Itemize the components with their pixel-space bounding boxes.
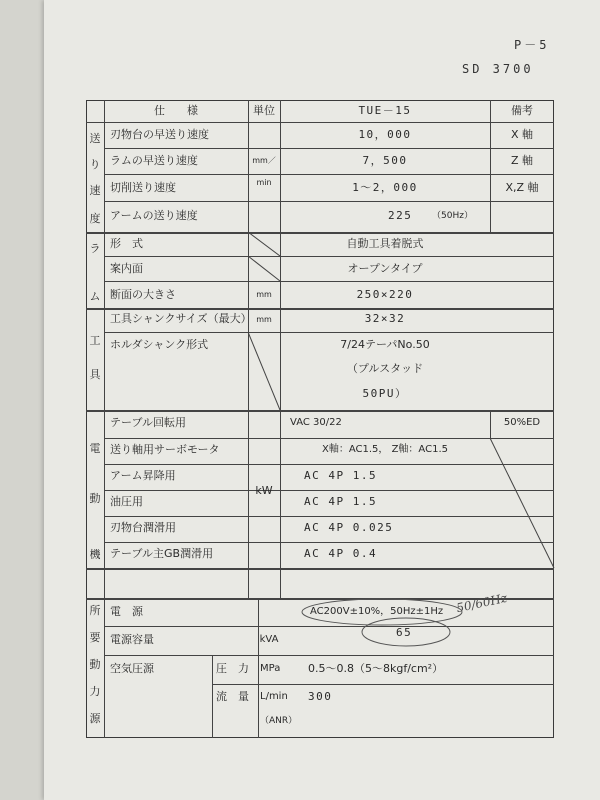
motor-row-value: AC 4P 0.4 [304,547,378,560]
air-flow-unit-note: （ANR） [260,716,298,726]
tool-row-unit: mm [256,315,272,324]
tool-row-value: 32×32 [364,312,406,325]
grid-line [86,308,554,310]
ram-row-value: 自動工具着脱式 [346,237,424,250]
group-label-char: 機 [89,548,101,561]
tool-row-value-line: 50PU） [362,387,408,400]
not-applicable-strike [248,332,280,410]
ram-row-label: 断面の大きさ [110,288,176,301]
feed-row-value: 1～2，000 [352,181,418,194]
grid-line [104,281,554,282]
power-capacity-label: 電源容量 [110,633,154,646]
group-label-char: 動 [89,658,101,671]
air-source-label: 空気圧源 [110,662,154,675]
tool-row-value-line: （プルスタッド [346,362,424,375]
page-number: P－5 [514,38,550,52]
unit-column-header: 単位 [253,104,275,117]
air-pressure-label: 圧 力 [216,662,249,675]
grid-line [104,490,554,491]
motor-row-label: テーブル回転用 [110,416,187,429]
motor-row-label: 送り軸用サーボモータ [110,443,220,456]
group-label-char: り [89,158,101,171]
air-flow-value: 300 [308,690,333,703]
feed-row-value: 7，500 [362,154,408,167]
ram-row-label: 形 式 [110,237,143,250]
feed-row-label: 切削送り速度 [110,181,176,194]
feed-row-remark: Z 軸 [510,154,534,167]
feed-row-value-note: （50Hz） [432,211,473,221]
motor-row-label: 刃物台潤滑用 [110,521,176,534]
power-capacity-unit: kVA [259,634,279,645]
feed-row-remark: X,Z 軸 [505,181,539,194]
power-capacity-value: 65 [396,626,413,639]
ram-row-label: 案内面 [110,262,143,275]
feed-row-label: アームの送り速度 [110,209,198,222]
air-flow-label: 流 量 [216,690,249,703]
grid-line [86,568,554,570]
remarks-column-header: 備考 [511,104,533,117]
grid-line [258,598,259,738]
motor-row-value: AC 4P 1.5 [304,469,378,482]
motor-row-label: アーム昇降用 [110,469,176,482]
ram-row-unit: mm [256,290,272,299]
spec-table [86,100,554,738]
motor-row-value: X軸：AC1.5， Z軸：AC1.5 [322,444,448,455]
ram-row-value: オープンタイプ [347,262,423,275]
feed-row-value: 225 [388,209,413,222]
document-code: SD 3700 [462,62,534,76]
motor-row-label: 油圧用 [110,495,143,508]
group-label-char: 要 [89,631,101,644]
feed-unit-top: mm／ [252,156,276,165]
group-label-char: 具 [89,368,101,381]
grid-line [104,201,554,202]
motor-unit: kW [255,484,273,497]
motor-row-remark: 50%ED [503,417,541,428]
grid-line [86,410,554,412]
grid-line [86,232,554,234]
grid-line [86,122,554,123]
group-label-char: 動 [89,492,101,505]
feed-unit-bottom: min [256,178,272,187]
not-applicable-strike [490,438,554,568]
group-label-char: 源 [89,712,101,725]
group-label-char: ラ [89,242,101,255]
feed-row-label: 刃物台の早送り速度 [110,128,209,141]
adjacent-page-edge [0,0,44,800]
group-label-char: 電 [89,442,101,455]
feed-row-remark: X 軸 [510,128,534,141]
grid-line [212,684,554,685]
motor-row-value: AC 4P 1.5 [304,495,378,508]
not-applicable-strike [248,232,280,282]
tool-row-label: 工具シャンクサイズ（最大） [110,312,252,325]
group-label-char: 力 [89,685,101,698]
group-label-char: 工 [89,334,101,347]
feed-row-label: ラムの早送り速度 [110,154,198,167]
spec-column-header: 仕 様 [154,104,198,117]
pen-circle-annotation [296,598,556,658]
grid-line [104,464,554,465]
grid-line [104,174,554,175]
tool-row-value-line: 7/24テーパNo.50 [340,338,430,351]
group-label-char: ム [89,290,101,303]
air-pressure-value: 0.5～0.8（5～8kgf/cm²） [308,662,444,675]
grid-line [104,332,554,333]
grid-line [212,655,213,738]
ram-row-value: 250×220 [356,288,414,301]
grid-line [104,148,554,149]
grid-line [104,438,554,439]
handwritten-frequency-note: 50/60Hz [455,590,509,616]
grid-line [104,542,554,543]
group-label-char: 速 [89,184,101,197]
motor-row-label: テーブル主GB潤滑用 [110,547,214,560]
tool-row-label: ホルダシャンク形式 [110,338,209,351]
air-flow-unit: L/min [260,691,288,702]
grid-line [104,256,554,257]
power-supply-value: AC200V±10%，50Hz±1Hz [310,606,444,617]
feed-row-value: 10，000 [358,128,412,141]
group-label-char: 所 [89,604,101,617]
power-supply-label: 電 源 [110,605,143,618]
motor-row-value: AC 4P 0.025 [304,521,394,534]
model-column-header: TUE－15 [358,104,412,117]
grid-line [104,516,554,517]
grid-line [104,100,105,738]
motor-row-value: VAC 30/22 [290,417,342,428]
air-pressure-unit: MPa [260,663,281,674]
group-label-char: 送 [89,132,101,145]
group-label-char: 度 [89,212,101,225]
